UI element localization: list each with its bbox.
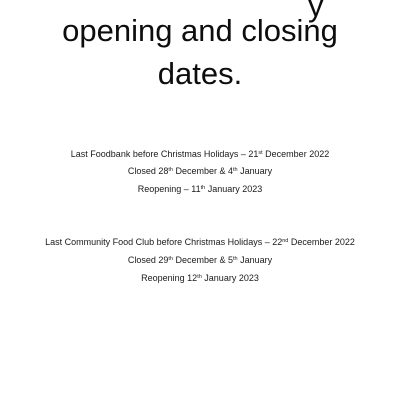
heading-line-2: opening and closing <box>62 13 338 48</box>
ordinal-suffix: th <box>233 167 238 173</box>
food-club-reopening-after: January 2023 <box>201 273 259 283</box>
foodbank-last-date-after: December 2022 <box>262 149 330 159</box>
ordinal-suffix: th <box>168 167 173 173</box>
food-club-last-date-after: December 2022 <box>288 237 355 247</box>
foodbank-reopening-text: Reopening – 11 <box>137 184 201 194</box>
ordinal-suffix: th <box>168 256 173 262</box>
food-club-last-date <box>0 236 400 248</box>
food-club-reopening <box>0 272 400 284</box>
foodbank-closed-text-a: Closed 28 <box>127 166 169 176</box>
ordinal-suffix: th <box>197 274 202 280</box>
food-club-closed-text-c: January <box>237 255 273 265</box>
food-club-last-date-text: Last Community Food Club before Christmas Holidays – 22 <box>45 237 283 247</box>
foodbank-closed-text-c: January <box>237 166 273 176</box>
food-club-reopening-text: Reopening 12 <box>141 273 198 283</box>
ordinal-suffix: st <box>258 150 263 156</box>
heading-line-1-text: y <box>308 0 324 23</box>
ordinal-suffix: th <box>200 185 206 191</box>
foodbank-closed-text-b: December & 4 <box>172 166 234 176</box>
food-club-closed-dates <box>0 254 400 266</box>
foodbank-reopening-after: January 2023 <box>205 184 263 194</box>
ordinal-suffix: th <box>233 256 238 262</box>
ordinal-suffix: nd <box>282 238 289 244</box>
foodbank-last-date-text: Last Foodbank before Christmas Holidays – 21 <box>70 149 259 159</box>
heading-line-3: dates. <box>157 56 243 91</box>
food-club-closed-text-b: December & 5 <box>172 255 234 265</box>
foodbank-last-date <box>0 148 400 160</box>
food-club-closed-text-a: Closed 29 <box>127 255 169 265</box>
foodbank-closed-dates <box>0 165 400 177</box>
foodbank-reopening <box>0 183 400 195</box>
